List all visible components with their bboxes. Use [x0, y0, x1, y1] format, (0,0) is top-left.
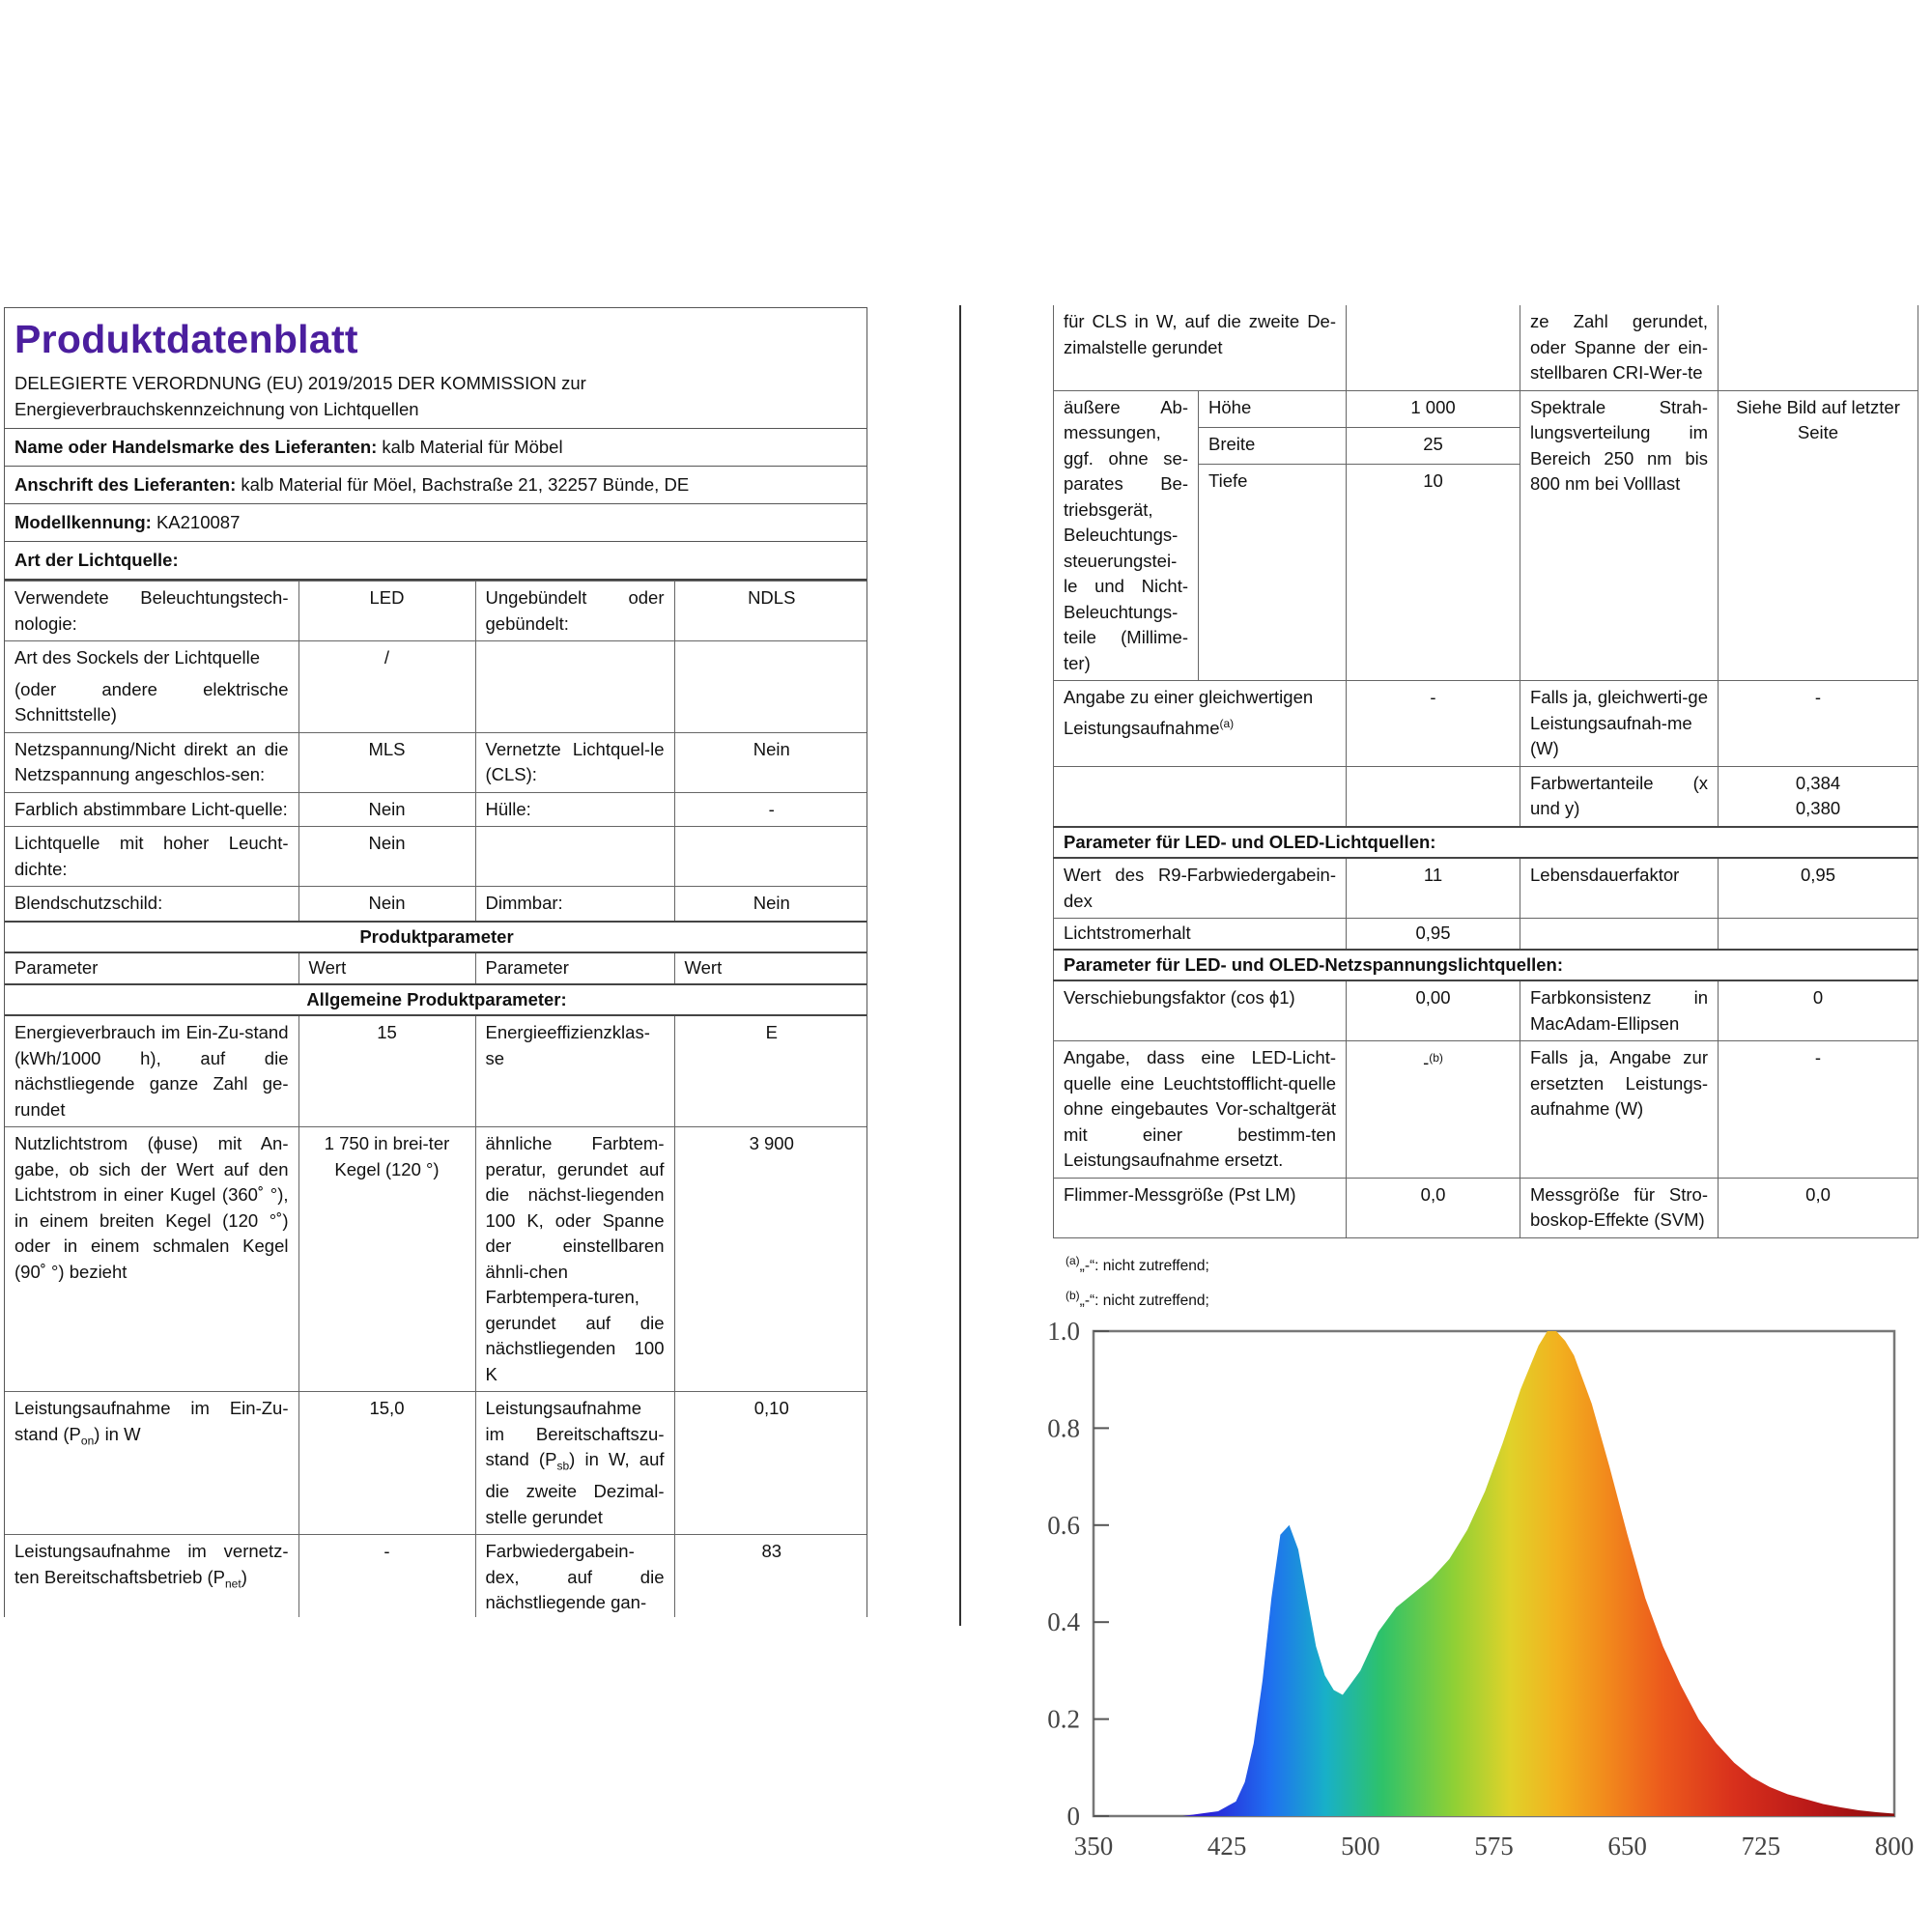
- tech-label: Verwendete Beleuchtungstech-nologie:: [5, 582, 298, 641]
- empty-cell: [1719, 919, 1918, 950]
- supplier-name-label: Name oder Handelsmarke des Lieferanten:: [14, 437, 378, 457]
- cri-label: Farbwiedergabein-dex, auf die nächstliegende gan-: [475, 1535, 674, 1617]
- chroma-y: 0,380: [1795, 798, 1841, 818]
- dimmable-value: Nein: [674, 887, 867, 922]
- col-value-2: Wert: [674, 952, 867, 984]
- equiv-value: -: [1347, 681, 1520, 767]
- table-row: [5, 952, 867, 984]
- y-tick-label: 0.4: [1047, 1607, 1080, 1637]
- lumen-maint-value: 0,95: [1347, 919, 1520, 950]
- table-row: [1054, 919, 1918, 950]
- pon-label-sub: on: [80, 1434, 95, 1448]
- empty-cell: [674, 641, 867, 733]
- width-value: 25: [1347, 427, 1520, 464]
- table-row: [5, 641, 867, 733]
- spectrum-chart: [1034, 1309, 1922, 1869]
- cri-value: 83: [674, 1535, 867, 1617]
- right-table: [1053, 305, 1918, 1238]
- equiv-power-value: -: [1719, 681, 1918, 767]
- x-axis: [1074, 1832, 1915, 1861]
- left-page: [4, 307, 867, 1617]
- dims-label: äußere Ab-messungen, ggf. ohne se-parates Be-triebsgerät, Beleuchtungs-steuerungstei-le und Nicht-Beleuchtungs-teile (Millime-ter): [1054, 390, 1199, 681]
- table-row: [5, 887, 867, 922]
- chroma-x: 0,384: [1795, 772, 1841, 793]
- mains-label: Netzspannung/Nicht direkt an die Netzspannung angeschlos-sen:: [5, 732, 298, 792]
- y-tick-label: 0.2: [1047, 1704, 1080, 1734]
- cont-left-label: für CLS in W, auf die zweite De-zimalstelle gerundet: [1054, 305, 1347, 390]
- footnotes: [1065, 1246, 1209, 1316]
- energy-label: Energieverbrauch im Ein-Zu-stand (kWh/1000 h), auf die nächstliegende ganze Zahl ge-rundet: [5, 1015, 298, 1127]
- replace-label: Angabe, dass eine LED-Licht-quelle eine Leuchtstofflicht-quelle ohne eingebautes Vor-schaltgerät mit einer bestimm-ten Leistungsaufnahme ersetzt.: [1054, 1041, 1347, 1179]
- table-row: [1054, 305, 1918, 390]
- equiv-label-sup: (a): [1219, 716, 1235, 730]
- bundled-value: NDLS: [674, 582, 867, 641]
- cont-right-label: ze Zahl gerundet, oder Spanne der ein-stellbaren CRI-Wer-te: [1520, 305, 1719, 390]
- y-tick-label: 1.0: [1047, 1317, 1080, 1346]
- supplier-address-row: [5, 467, 867, 504]
- cct-value: 3 900: [674, 1127, 867, 1392]
- eclass-label: Energieeffizienzklas-se: [475, 1015, 674, 1127]
- flux-value: 1 750 in brei-ter Kegel (120 °): [298, 1127, 475, 1392]
- table-row: [5, 1127, 867, 1392]
- col-param-2: Parameter: [475, 952, 674, 984]
- equiv-label-text: Angabe zu einer gleichwertigen Leistungsaufnahme: [1064, 687, 1314, 738]
- equiv-label: [1054, 681, 1347, 767]
- x-tick-label: 800: [1874, 1832, 1915, 1861]
- flicker-label: Flimmer-Messgröße (Pst LM): [1054, 1178, 1347, 1237]
- replace-power-label: Falls ja, Angabe zur ersetzten Leistungs-aufnahme (W): [1520, 1041, 1719, 1179]
- psb-value: 0,10: [674, 1392, 867, 1535]
- led-params-header: Parameter für LED- und OLED-Lichtquellen:: [1054, 827, 1918, 859]
- height-value: 1 000: [1347, 390, 1520, 427]
- table-row: [1054, 950, 1918, 981]
- empty-cell: [475, 641, 674, 733]
- footnote-b-text: „-“: nicht zutreffend;: [1079, 1293, 1209, 1310]
- cap-label-line-1: Art des Sockels der Lichtquelle: [14, 647, 260, 668]
- table-row: [5, 582, 867, 641]
- table-row: [1054, 1178, 1918, 1237]
- model-label: Modellkennung:: [14, 512, 152, 532]
- empty-cell: [1520, 919, 1719, 950]
- psb-label-unit: ) in W, auf die zweite Dezimal-stelle gerundet: [485, 1449, 665, 1527]
- displacement-value: 0,00: [1347, 980, 1520, 1041]
- col-param-1: Parameter: [5, 952, 298, 984]
- table-row: [5, 1015, 867, 1127]
- table-row: [1054, 681, 1918, 767]
- col-value-1: Wert: [298, 952, 475, 984]
- empty-cell: [1054, 766, 1347, 827]
- table-row: [5, 922, 867, 953]
- mains-value: MLS: [298, 732, 475, 792]
- replace-value-sup: (b): [1429, 1051, 1443, 1065]
- cls-value: Nein: [674, 732, 867, 792]
- page-title: Produktdatenblatt: [14, 317, 358, 361]
- r9-value: 11: [1347, 858, 1520, 919]
- pon-value: 15,0: [298, 1392, 475, 1535]
- model-row: [5, 504, 867, 542]
- table-row: [5, 984, 867, 1016]
- table-row: [1054, 766, 1918, 827]
- pnet-label: [5, 1535, 298, 1617]
- consistency-label: Farbkonsistenz in MacAdam-Ellipsen: [1520, 980, 1719, 1041]
- replace-value: [1347, 1041, 1520, 1179]
- table-row: [5, 827, 867, 887]
- right-page: [1053, 305, 1918, 1246]
- table-row: [5, 1392, 867, 1535]
- spd-value: Siehe Bild auf letzter Seite: [1719, 390, 1918, 681]
- y-tick-label: 0.8: [1047, 1413, 1080, 1443]
- consistency-value: 0: [1719, 980, 1918, 1041]
- empty-cell: [475, 827, 674, 887]
- displacement-label: Verschiebungsfaktor (cos ϕ1): [1054, 980, 1347, 1041]
- depth-value: 10: [1347, 464, 1520, 680]
- pnet-label-text: Leistungsaufnahme im vernetz-ten Bereitschaftsbetrieb (P: [14, 1541, 289, 1587]
- source-type-label: Art der Lichtquelle:: [14, 550, 179, 570]
- supplier-address-label: Anschrift des Lieferanten:: [14, 474, 237, 495]
- table-row: [1054, 827, 1918, 859]
- psb-label-sub: sb: [556, 1459, 570, 1473]
- mains-params-header: Parameter für LED- und OLED-Netzspannungslichtquellen:: [1054, 950, 1918, 981]
- table-row: [5, 792, 867, 827]
- pon-label-unit: ) in W: [94, 1423, 141, 1444]
- regulation-line-2: Energieverbrauchskennzeichnung von Lichtquellen: [14, 399, 419, 419]
- x-tick-label: 650: [1607, 1832, 1647, 1861]
- supplier-name-value: kalb Material für Möbel: [382, 437, 563, 457]
- x-tick-label: 575: [1474, 1832, 1514, 1861]
- tunable-value: Nein: [298, 792, 475, 827]
- pon-label: [5, 1392, 298, 1535]
- x-tick-label: 350: [1073, 1832, 1114, 1861]
- highlum-label: Lichtquelle mit hoher Leucht-dichte:: [5, 827, 298, 887]
- x-tick-label: 500: [1341, 1832, 1380, 1861]
- lumen-maint-label: Lichtstromerhalt: [1054, 919, 1347, 950]
- empty-cell: [674, 827, 867, 887]
- flicker-value: 0,0: [1347, 1178, 1520, 1237]
- depth-label: Tiefe: [1199, 464, 1347, 680]
- psb-label: [475, 1392, 674, 1535]
- survival-label: Lebensdauerfaktor: [1520, 858, 1719, 919]
- pon-label-text: Leistungsaufnahme im Ein-Zu-stand (P: [14, 1398, 289, 1444]
- antiglare-value: Nein: [298, 887, 475, 922]
- page-divider: [959, 305, 961, 1626]
- chroma-values: [1719, 766, 1918, 827]
- table-row: [5, 732, 867, 792]
- cap-value: /: [298, 641, 475, 733]
- bundled-label: Ungebündelt oder gebündelt:: [475, 582, 674, 641]
- cap-label: [5, 641, 298, 733]
- empty-cell: [1347, 305, 1520, 390]
- spd-label: Spektrale Strah-lungsverteilung im Bereich 250 nm bis 800 nm bei Volllast: [1520, 390, 1719, 681]
- empty-cell: [1347, 766, 1520, 827]
- y-axis: [1047, 1317, 1109, 1831]
- general-params-header: Allgemeine Produktparameter:: [5, 984, 867, 1016]
- table-row: [5, 1535, 867, 1617]
- model-value: KA210087: [156, 512, 241, 532]
- pnet-label-sub: net: [225, 1577, 242, 1591]
- energy-value: 15: [298, 1015, 475, 1127]
- envelope-value: -: [674, 792, 867, 827]
- equiv-power-label: Falls ja, gleichwerti-ge Leistungsaufnah-me (W): [1520, 681, 1719, 767]
- cap-label-line-2: (oder andere elektrische Schnittstelle): [14, 678, 289, 724]
- table-row: [1054, 980, 1918, 1041]
- tunable-label: Farblich abstimmbare Licht-quelle:: [5, 792, 298, 827]
- width-label: Breite: [1199, 427, 1347, 464]
- eclass-value: E: [674, 1015, 867, 1127]
- highlum-value: Nein: [298, 827, 475, 887]
- strobo-label: Messgröße für Stro-boskop-Effekte (SVM): [1520, 1178, 1719, 1237]
- strobo-value: 0,0: [1719, 1178, 1918, 1237]
- chroma-label: Farbwertanteile (x und y): [1520, 766, 1719, 827]
- footnote-a-text: „-“: nicht zutreffend;: [1079, 1258, 1209, 1275]
- supplier-address-value: kalb Material für Möel, Bachstraße 21, 32257 Bünde, DE: [241, 474, 690, 495]
- spectrum-area: [1094, 1331, 1894, 1816]
- empty-cell: [1719, 305, 1918, 390]
- pnet-value: -: [298, 1535, 475, 1617]
- footnote-a-mark: (a): [1065, 1254, 1080, 1267]
- cct-label: ähnliche Farbtem-peratur, gerundet auf die nächst-liegenden 100 K, oder Spanne der einstellbaren ähnli-chen Farbtempera-turen, gerundet auf die nächstliegenden 100 K: [475, 1127, 674, 1392]
- footnote-b-mark: (b): [1065, 1289, 1080, 1303]
- regulation-line-1: DELEGIERTE VERORDNUNG (EU) 2019/2015 DER KOMMISSION zur: [14, 373, 586, 393]
- replace-power-value: -: [1719, 1041, 1918, 1179]
- replace-value-text: -: [1423, 1052, 1430, 1073]
- table-row: [1054, 390, 1918, 427]
- product-params-header: Produktparameter: [5, 922, 867, 953]
- table-row: [1054, 1041, 1918, 1179]
- r9-label: Wert des R9-Farbwiedergabein-dex: [1054, 858, 1347, 919]
- tech-value: LED: [298, 582, 475, 641]
- source-type-row: [5, 542, 867, 581]
- flux-label: Nutzlichtstrom (ϕuse) mit An-gabe, ob sich der Wert auf den Lichtstrom in einer Kugel (360˚ °), in einem breiten Kegel (120 °˚) oder in einem schmalen Kegel (90˚ °) bezieht: [5, 1127, 298, 1392]
- psb-label-text: Leistungsaufnahme im Bereitschaftszu-stand (P: [485, 1398, 665, 1469]
- dimmable-label: Dimmbar:: [475, 887, 674, 922]
- regulation-reference: [5, 370, 867, 429]
- footnote-a: [1065, 1246, 1209, 1281]
- envelope-label: Hülle:: [475, 792, 674, 827]
- x-tick-label: 425: [1207, 1832, 1247, 1861]
- supplier-name-row: [5, 429, 867, 467]
- left-table: [5, 581, 867, 1617]
- y-tick-label: 0.6: [1047, 1510, 1080, 1540]
- survival-value: 0,95: [1719, 858, 1918, 919]
- pnet-label-unit: ): [241, 1566, 247, 1587]
- x-tick-label: 725: [1741, 1832, 1781, 1861]
- height-label: Höhe: [1199, 390, 1347, 427]
- antiglare-label: Blendschutzschild:: [5, 887, 298, 922]
- y-tick-label: 0: [1066, 1802, 1080, 1831]
- table-row: [1054, 858, 1918, 919]
- cls-label: Vernetzte Lichtquel-le (CLS):: [475, 732, 674, 792]
